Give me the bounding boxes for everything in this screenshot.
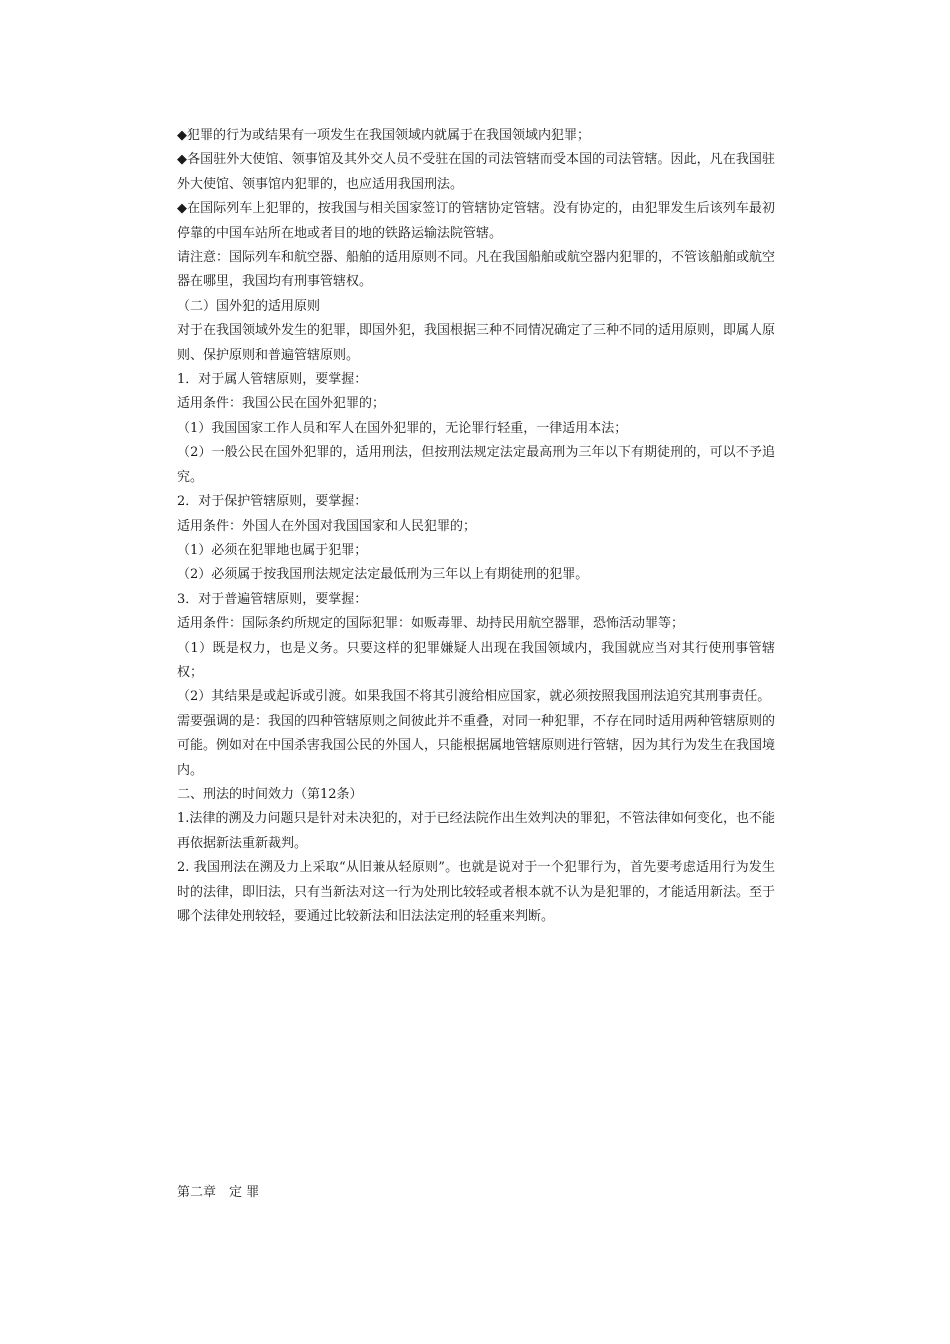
subitem-protective-1: （1）必须在犯罪地也属于犯罪； [177,542,368,558]
section-heading-time-effect: 二、刑法的时间效力（第12条） [177,786,363,802]
subitem-universal-2: （2）其结果是或起诉或引渡。如果我国不将其引渡给相应国家，就必须按照我国刑法追究其刑事责任。 [177,689,771,705]
item-retroactivity-2: 2. 我国刑法在溯及力上采取“从旧兼从轻原则”。也就是说对于一个犯罪行为，首先要考虑适用行为发生时的法律，即旧法，只有当新法对这一行为处刑比较轻或者根本就不认为是犯罪的，才能适用新法。至于哪个法律处刑较轻，要通过比较新法和旧法法定刑的轻重来判断。 [177,860,776,924]
note-ship-aircraft: 请注意：国际列车和航空器、船舶的适用原则不同。凡在我国船舶或航空器内犯罪的，不管该船舶或航空器在哪里，我国均有刑事管辖权。 [177,250,776,290]
item-protective-jurisdiction: 2．对于保护管辖原则，要掌握： [177,494,368,510]
item-personal-jurisdiction: 1．对于属人管辖原则，要掌握： [177,372,368,388]
subitem-universal-1: （1）既是权力，也是义务。只要这样的犯罪嫌疑人出现在我国领域内，我国就应当对其行使刑事管辖权； [177,640,775,680]
paragraph-emphasis: 需要强调的是：我国的四种管辖原则之间彼此并不重叠，对同一种犯罪，不存在同时适用两种管辖原则的可能。例如对在中国杀害我国公民的外国人，只能根据属地管辖原则进行管辖，因为其行为发生在我国境内。 [177,713,776,778]
condition-personal: 适用条件：我国公民在国外犯罪的； [177,396,386,412]
document-body [177,124,775,929]
subitem-personal-2: （2）一般公民在国外犯罪的，适用刑法，但按刑法规定法定最高刑为三年以下有期徒刑的，可以不予追究。 [177,445,775,485]
bullet-territory-crime: ◆犯罪的行为或结果有一项发生在我国领域内就属于在我国领域内犯罪； [177,128,590,143]
condition-protective: 适用条件：外国人在外国对我国国家和人民犯罪的； [177,518,477,534]
item-retroactivity-1: 1.法律的溯及力问题只是针对未决犯的，对于已经法院作出生效判决的罪犯，不管法律如何变化，也不能再依据新法重新裁判。 [177,811,775,851]
bullet-train-crime: ◆在国际列车上犯罪的，按我国与相关国家签订的管辖协定管辖。没有协定的，由犯罪发生后该列车最初停靠的中国车站所在地或者目的地的铁路运输法院管辖。 [177,201,775,241]
item-universal-jurisdiction: 3．对于普遍管辖原则，要掌握： [177,591,368,607]
section-heading-foreign-crime: （二）国外犯的适用原则 [177,298,321,314]
chapter-heading: 第二章 定 罪 [177,1185,260,1200]
subitem-protective-2: （2）必须属于按我国刑法规定法定最低刑为三年以上有期徒刑的犯罪。 [177,567,589,583]
condition-universal: 适用条件：国际条约所规定的国际犯罪：如贩毒罪、劫持民用航空器罪，恐怖活动罪等； [177,616,685,632]
paragraph-foreign-crime-intro: 对于在我国领域外发生的犯罪，即国外犯，我国根据三种不同情况确定了三种不同的适用原则，即属人原则、保护原则和普遍管辖原则。 [177,323,776,363]
subitem-personal-1: （1）我国国家工作人员和军人在国外犯罪的，无论罪行轻重，一律适用本法； [177,420,628,436]
bullet-embassy-crime: ◆各国驻外大使馆、领事馆及其外交人员不受驻在国的司法管辖而受本国的司法管辖。因此，凡在我国驻外大使馆、领事馆内犯罪的，也应适用我国刑法。 [177,152,775,192]
